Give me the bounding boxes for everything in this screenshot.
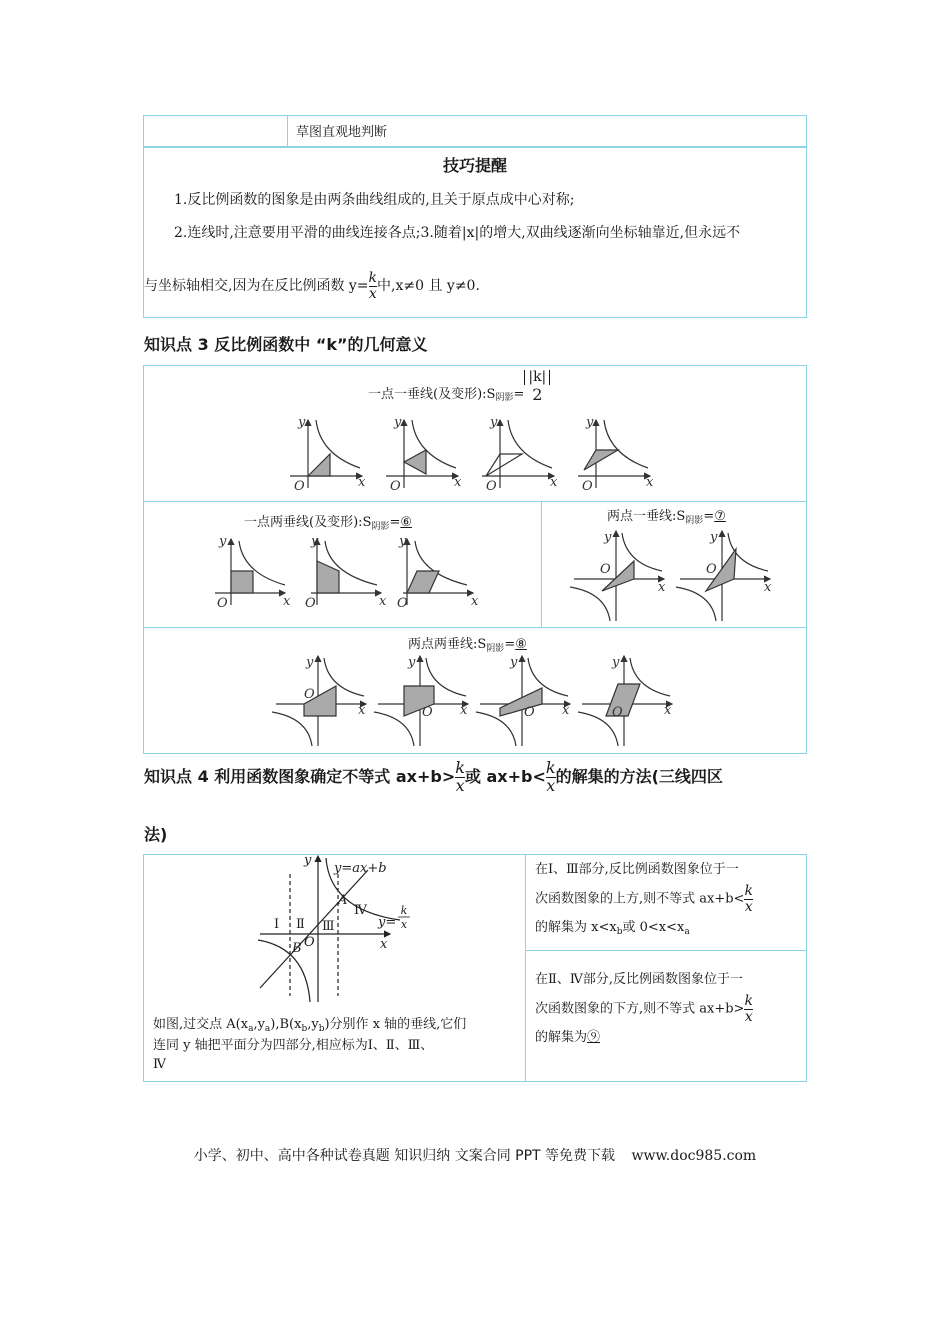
row2b-label — [607, 505, 726, 524]
right1-sub-b: b — [616, 927, 623, 938]
desc-text: ,y — [253, 1017, 265, 1032]
svg-text:y: y — [710, 530, 718, 545]
graph-curve-x: x — [400, 918, 408, 931]
top-table-cell-text: 草图直观地判断 — [296, 125, 388, 140]
row1-graphs — [280, 410, 680, 498]
row1-label-prefix: 一点一垂线(及变形):S — [368, 387, 496, 403]
svg-text:x: x — [379, 594, 387, 609]
axis-x-label: x — [454, 475, 462, 490]
right2-line2-text: 次函数图象的下方,则不等式 ax+b> — [535, 1001, 745, 1017]
row2b-sub: 阴影 — [685, 516, 704, 526]
left-description — [153, 1015, 521, 1074]
row1-label-eq: = — [513, 387, 525, 403]
left-desc-line2: 连同 y 轴把平面分为四部分,相应标为Ⅰ、Ⅱ、Ⅲ、 — [153, 1038, 434, 1053]
tip-3-prefix: 与坐标轴相交,因为在反比例函数 y= — [144, 278, 369, 295]
right2-line2 — [535, 994, 803, 1024]
desc-text: 如图,过交点 A(x — [153, 1017, 249, 1032]
tip-3-suffix: 中,x≠0 且 y≠0. — [377, 278, 480, 295]
section3-heading: 知识点 3 反比例函数中 “k”的几何意义 — [144, 335, 428, 354]
svg-text:O: O — [524, 705, 535, 720]
svg-text:O: O — [217, 596, 228, 611]
row1-den: 2 — [532, 384, 543, 404]
right1-sub-a: a — [684, 927, 690, 938]
graph-origin: O — [304, 935, 315, 950]
tip-2: 2.连线时,注意要用平滑的曲线连接各点;3.随着|x|的增大,双曲线逐渐向坐标轴靠近,但永远不 — [174, 225, 741, 241]
svg-text:O: O — [305, 596, 316, 611]
footer-url[interactable]: www.doc985.com — [631, 1148, 757, 1164]
row2b-graphs — [570, 527, 784, 623]
svg-text:O: O — [612, 705, 623, 720]
frac-den: x — [744, 898, 753, 915]
k-table-rule-1 — [143, 501, 807, 502]
right-cell-1 — [535, 856, 803, 943]
row3-graphs — [272, 652, 682, 748]
method-table-right-rule — [525, 950, 807, 951]
svg-text:O: O — [397, 596, 408, 611]
axis-x-label: x — [550, 475, 558, 490]
graph-1-3 — [482, 420, 554, 488]
desc-text: ),B(x — [270, 1017, 302, 1032]
svg-text:x: x — [283, 594, 291, 609]
svg-text:O: O — [706, 562, 717, 577]
frac-den: x — [368, 285, 377, 302]
section4-heading-part1: 知识点 4 利用函数图象确定不等式 ax+b> — [144, 766, 456, 786]
right1-line3-a: 的解集为 x<x — [535, 920, 617, 936]
row3-sub: 阴影 — [486, 644, 505, 654]
method-table-divider — [525, 854, 526, 1082]
graph-point-a: A — [338, 893, 348, 908]
svg-text:y: y — [399, 534, 407, 549]
right2-line3-text: 的解集为 — [535, 1030, 588, 1046]
axis-y-label: y — [394, 415, 402, 430]
svg-text:x: x — [658, 580, 666, 595]
svg-text:x: x — [460, 703, 468, 718]
svg-text:x: x — [764, 580, 772, 595]
graph-1-1 — [290, 420, 362, 488]
graph-curve-k: k — [400, 904, 408, 917]
right1-line2 — [535, 884, 803, 914]
section4-frac-1 — [455, 760, 465, 795]
row3-eq: = — [504, 637, 516, 652]
row2b-eq: = — [703, 509, 715, 524]
svg-text:O: O — [422, 705, 433, 720]
right-cell-2 — [535, 966, 803, 1052]
svg-text:y: y — [604, 530, 612, 545]
svg-text:y: y — [612, 655, 620, 670]
frac-num: k — [744, 993, 753, 1009]
row2a-label-prefix: 一点两垂线(及变形):S — [244, 515, 372, 530]
right2-frac — [744, 994, 752, 1024]
row3-label — [408, 633, 527, 652]
axis-y-label: y — [586, 415, 594, 430]
row2b-blank: ⑦ — [714, 509, 726, 524]
svg-text:y: y — [311, 534, 319, 549]
section4-heading-line2: 法) — [144, 825, 168, 844]
left-desc-line3: Ⅳ — [153, 1057, 166, 1072]
top-table-divider — [287, 115, 288, 147]
graph-axis-x: x — [380, 937, 388, 952]
right1-frac — [744, 884, 752, 914]
frac-den: x — [546, 775, 556, 795]
right2-blank: ⑨ — [587, 1030, 601, 1046]
right2-line1: 在Ⅱ、Ⅳ部分,反比例函数图象位于一 — [535, 972, 743, 987]
svg-text:O: O — [600, 562, 611, 577]
frac-num: k — [368, 270, 378, 286]
left-desc-line1 — [153, 1015, 521, 1036]
svg-text:x: x — [471, 594, 479, 609]
graph-point-b: B — [292, 941, 302, 956]
right1-line2-text: 次函数图象的上方,则不等式 ax+b< — [535, 891, 745, 907]
desc-sub: a — [248, 1024, 254, 1034]
svg-text:x: x — [358, 703, 366, 718]
graph-1-2 — [386, 420, 458, 488]
right1-line3 — [535, 914, 803, 943]
origin-label: O — [582, 479, 593, 494]
svg-text:O: O — [304, 687, 315, 702]
row2a-blank: ⑥ — [400, 515, 413, 530]
region-3: Ⅲ — [322, 919, 335, 934]
graph-line-label: y=ax+b — [334, 861, 387, 876]
section4-heading — [144, 760, 723, 795]
region-4: Ⅳ — [354, 903, 367, 918]
axis-y-label: y — [298, 415, 306, 430]
desc-text: ,y — [307, 1017, 319, 1032]
row2a-graphs — [205, 533, 495, 613]
svg-text:y: y — [510, 655, 518, 670]
right2-line3 — [535, 1024, 803, 1052]
right1-line3-b: 或 0<x<x — [622, 920, 685, 936]
three-lines-four-regions-graph — [250, 852, 420, 1004]
graph-1-4 — [578, 420, 650, 488]
graph-curve-label-prefix: y= — [378, 915, 397, 930]
top-table-row — [143, 115, 807, 147]
desc-text: )分别作 x 轴的垂线,它们 — [324, 1017, 467, 1032]
desc-sub: b — [318, 1024, 325, 1034]
k-table-rule-2 — [143, 627, 807, 628]
row1-label-sub: 阴影 — [495, 393, 514, 404]
svg-text:y: y — [219, 534, 227, 549]
axis-x-label: x — [646, 475, 654, 490]
tip-3 — [144, 271, 480, 301]
frac-num: k — [455, 758, 465, 777]
tip-3-fraction — [369, 271, 377, 301]
tip-1: 1.反比例函数的图象是由两条曲线组成的,且关于原点成中心对称; — [174, 192, 575, 208]
desc-sub: b — [301, 1024, 308, 1034]
svg-text:y: y — [306, 655, 314, 670]
axis-y-label: y — [490, 415, 498, 430]
frac-den: x — [455, 775, 465, 795]
section4-heading-part3: 的解集的方法(三线四区 — [555, 766, 723, 786]
row1-abs-k: |k| — [524, 370, 550, 385]
row1-label — [368, 370, 550, 403]
footer — [0, 1145, 950, 1165]
svg-text:x: x — [664, 703, 672, 718]
row3-label-prefix: 两点两垂线:S — [408, 637, 487, 652]
svg-text:y: y — [408, 655, 416, 670]
frac-num: k — [744, 883, 753, 899]
row1-fraction — [524, 370, 550, 403]
section4-heading-part2: 或 ax+b< — [464, 766, 546, 786]
frac-num: k — [545, 758, 556, 777]
region-1: Ⅰ — [274, 917, 280, 932]
row3-blank: ⑧ — [515, 637, 527, 652]
frac-den: x — [744, 1008, 753, 1025]
row2a-eq: = — [389, 515, 401, 530]
tips-title: 技巧提醒 — [442, 156, 507, 175]
origin-label: O — [390, 479, 401, 494]
section4-frac-2 — [546, 760, 556, 795]
right1-line1: 在Ⅰ、Ⅲ部分,反比例函数图象位于一 — [535, 862, 739, 877]
row2a-sub: 阴影 — [371, 522, 390, 532]
axis-x-label: x — [358, 475, 366, 490]
origin-label: O — [486, 479, 497, 494]
row2b-label-prefix: 两点一垂线:S — [607, 509, 686, 524]
graph-axis-y: y — [304, 853, 312, 868]
k-table-divider — [541, 501, 542, 627]
origin-label: O — [294, 479, 305, 494]
footer-text: 小学、初中、高中各种试卷真题 知识归纳 文案合同 PPT 等免费下载 — [193, 1148, 616, 1164]
region-2: Ⅱ — [296, 917, 305, 932]
desc-sub: a — [264, 1024, 271, 1034]
svg-text:x: x — [562, 703, 570, 718]
row2a-label — [244, 511, 412, 530]
